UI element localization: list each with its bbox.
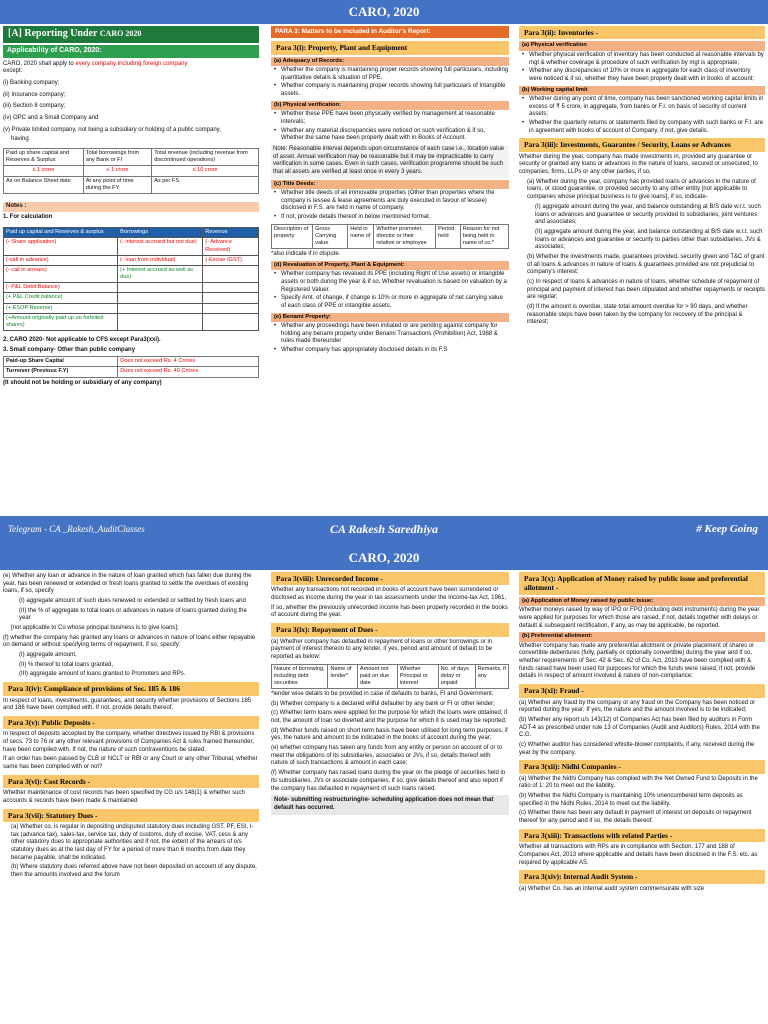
table-cell: Turnover (Previous F.Y) [4,367,118,377]
list-item: (I) aggregate amount, [19,652,77,659]
investments-intro: Whether during the year, company has made investments in, provided any guarantee or security or granted any loans or advances in the nature of loans, secured or unsecured, to companies, firms, LLPs or any other parties, if so, [519,153,758,176]
list-item: • Whether any proceedings have been initiated or are pending against company for holding any benami property under Benami Transactions (Prohibition) Act, 1988 & rules made thereunder [281,323,509,346]
table-cell: (- call in arrears) [4,265,118,282]
subheading-benami: (e) Benami Property: [271,313,509,322]
table-header: Description of property [272,224,313,248]
page-title: CARO, 2020 [0,546,768,570]
intro-d: except: [3,68,23,75]
list-item: (a) Whether Co. has an internal audit system commensurate with size [519,885,705,892]
paragraph: If so, whether the previously unrecorded income has been properly recorded in the books of account during the year. [271,604,508,619]
table-cell: (- P&L Debit Balance) [4,283,118,293]
list-item: (b) Whether any report u/s 143(12) of Companies Act has been filed by auditors in Form ADT-4 as prescribed under rule 13 of Companies (Audit and Auditors) Rules, 2014 with the C.G. [519,716,760,739]
table-header: Total revenue (including revenue from discontinued operations) [152,149,259,166]
table-cell: (- Share application) [4,238,118,255]
table-cell [118,283,203,293]
table-cell: (- interest accrued but not due) [118,238,203,255]
list-item: (b) Whether company is a declared wilful defaulter by any bank or FI or other lender; [271,700,495,707]
list-item: (II) % thereof to total loans granted, [19,661,114,668]
list-item: (a) Whether during the year, company has provided loans or advances in the nature of loans, or stood guarantee, or provided security to any other entity [not applicable to companies whose principal business is to give loans], if so, indicate- [527,178,756,201]
list-item: (a) Whether co. is regular in depositing undisputed statutory dues including GST, PF, ESI, I-tax (advance tax), sales-tax, service tax, duty of customs, duty of excise, VAT, cess & any other statutory dues to appropriate authorities and if not, the extent of the arrears of o/s statutory dues as at the last day of FY for a period of more than 6 months from date they became payable, shall be indicated. [11,823,254,861]
notes-heading: Notes : [3,202,259,212]
table-header: Period held [436,224,461,248]
table-cell: As per FS [152,176,259,193]
hashtag: # Keep Going [696,523,758,535]
intro-text [3,61,259,76]
section-heading-unrecorded-income: Para 3(viii): Unrecorded Income - [271,572,509,585]
note-reasonable-interval: Note: Reasonable interval depends upon circumstance of each case i.e., location value of asset. Annual verification may be reasonable but it may be impracticable to carry verification in some cases. Even in such cases, verification programme should be such that all assets are verified at least once in every 3 years. [271,145,509,178]
list-item: (a) Whether the Nidhi Company has complied with the Net Owned Fund to Deposits in the ratio of 1: 20 to meet out the liability. [519,775,758,790]
section-heading-reporting [3,26,259,43]
note-restructuring: Note- submitting restructuring/re- scheduling application does not mean that default has occurred. [271,795,509,814]
table-header: Held in name of [348,224,374,248]
paragraph: In respect of loans, investments, guarantees, and security whether provisions of Sections 185 and 186 have been complied with. If not, provide details thereof. [3,697,252,712]
list-item: (e) whether company has taken any funds from any entity or person on account of or to meet the obligations of its subsidiaries, associates or JVs, if so, details thereof with nature of such transactions & amount in each case; [271,745,503,767]
table-header: Paid up share capital and Reserves & Surplus [4,149,84,166]
table-header: No. of days delay or unpaid [438,664,475,688]
exception-item: (iv) OPC and a Small Company and [3,115,99,122]
applicability-heading: Applicability of CARO, 2020: [3,45,259,58]
note-2: 2. CARO 2020- Not applicable to CFS except Para3(xxi). [3,336,161,343]
title-deeds-table [271,224,509,249]
paragraph: Whether company has made any preferential allotment or private placement of shares or convertible debentures (fully, partially or optionally convertible) during the year and if so, whether requirements of Sec. 42 & Sec. 62 of Co. Act, 2013 have been complied with & funds raised have been used for purposes for which the funds were raised, if not, provide details in respect of amount involved & nature of non-compliance; [519,642,756,680]
section-heading-statutory-dues: Para 3(vii): Statutory Dues - [3,809,259,822]
subheading-preferential: (b) Preferential allotment: [519,632,765,641]
list-item: • Whether physical verification of inventory has been conducted at reasonable intervals by mgt & whether coverage & procedure of such verification by mgt is appropriate; [529,52,765,67]
table-header: Borrowings [118,228,203,238]
paragraph: If an order has been passed by CLB or NCLT or RBI or any Court or any other Tribunal, whether same has been complied with or not? [3,756,258,771]
table-cell: ≤ 1 crore [4,166,84,176]
exception-item: (i) Banking company; [3,80,60,87]
para-heading: PARA 3: Matters to be included in Auditor's Report: [271,26,509,38]
heading-main: [A] Reporting Under [8,28,98,39]
table-cell: (+Amount originally paid up on forfeited shares) [4,313,118,330]
small-company-table [3,356,259,377]
column-ppe [268,24,512,516]
list-item: (f) whether the company has granted any loans or advances in nature of loans either repayable on demand or without specifying terms of repayment, if so, specify: [3,634,256,649]
list-item: (b) Whether the investments made, guarantees provided, security given and T&C of grant of all loans & advances in nature of loans & guarantees provided are not prejudicial to company's interest; [527,253,765,276]
calculation-table [3,227,259,331]
list-item: • Whether the company is maintaining proper records showing full particulars, including quantitative details & situation of PPE. [281,67,509,82]
list-item: (d) Whether funds raised on short term basis have been utilised for long term purposes, if yes, the nature and amount to be indicated in the books of account during the year; [271,727,508,742]
exception-item: (iii) Section 8 company; [3,103,66,110]
section-heading-ppe: Para 3(i): Property, Plant and Equipment [271,41,509,54]
subheading-revaluation: (d) Revaluation of Property, Plant & Equipment: [271,261,509,270]
table-header: Reason for not being held in name of co.* [460,224,508,248]
table-cell: Paid-up Share Capital [4,357,118,367]
paragraph: Whether all transactions with RPs are in compliance with Section. 177 and 188 of Companies Act, 2013 where applicable and details have been disclosed in the F.S. etc. as required by applicable AS. [519,844,758,866]
table-cell: As on Balance Sheet date [4,176,84,193]
section-heading-deposits: Para 3(v): Public Deposits - [3,716,259,729]
intro-c: including foreign company [116,60,188,67]
list-item: (a) Whether company has defaulted in repayment of loans or other borrowings or in payment of interest thereon to any lender, if yes, period and amount of default to be reported as below: [271,638,493,660]
table-cell: Does not exceed Rs. 4 Crores [118,357,259,367]
list-item: (I) aggregate amount of such dues renewed or extended or settled by fresh loans and [19,598,246,605]
table-cell [203,293,259,303]
list-item: • Specify Amt. of change, if change is 10% or more in aggregate of net carrying value of each class of PPE or intangible assets. [281,295,509,310]
list-item: (I) aggregate amount during the year, and balance outstanding at B/S date w.r.t. such loans or advances and guarantee or security provided to subsidiaries, joint ventures and associates; [535,203,761,226]
table-header: Paid up capital and Reserves & surplus [4,228,118,238]
list-item: (c) Whether auditor has considered whistle-blower complaints, if any, received during the year by the company. [519,741,755,756]
note-1: 1. For calculation [3,213,53,220]
subheading-adequacy: (a) Adequacy of Records: [271,57,509,66]
list-item: (a) Whether any fraud by the company or any fraud on the Company has been noticed or reported during the year; If yes, the nature and the amount involved is to be indicated; [519,699,756,714]
section-heading-185-186: Para 3(iv): Compliance of provisions of Sec. 185 & 186 [3,682,259,695]
list-item: • Whether company has appropriately disclosed details in its F.S [281,347,509,355]
paragraph: In respect of deposits accepted by the company, whether directives issued by RBI & provisions of secs. 73 to 76 or any other relevant provisions of Companies Act & rules framed thereunder, have been complied with. If not, the nature of such contraventions be stated. [3,731,255,753]
page-footer [0,516,768,546]
table-header: Amount not paid on due date [357,664,397,688]
having-text: having [11,136,29,143]
exception-item: (ii) Insurance company; [3,91,66,98]
paragraph: Whether any transactions not recorded in books of account have been surrendered or disclosed as income during the year in tax assessments under the Income-tax Act, 1961, [271,587,507,602]
table-cell: At any point of time during the FY [83,176,152,193]
heading-small: CARO 2020 [99,29,142,38]
list-item: • Whether title deeds of all immovable properties (Other than properties where the company is lessee & lease agreements are duly executed in favour of lessee) disclosed in F.S. are held in name of company. [281,190,509,213]
column-applicability [0,24,262,516]
list-item: • Whether these PPE have been physically verified by management at reasonable intervals; [281,111,509,126]
subheading-working-capital: (b) Working capital limit [519,86,765,95]
section-heading-internal-audit: Para 3(xiv): Internal Audit System - [519,870,765,883]
section-heading-investments: Para 3(iii): Investments, Guarantee / Security, Loans or Advances [519,138,765,151]
list-item: [not applicable to Co whose principal business is to give loans]; [11,625,179,632]
column-money-fraud [516,570,768,1024]
list-item: (II) aggregate amount during the year, and balance outstanding at B/S date w.r.t. such loans or advances and guarantee or security to parties other than subsidiaries, JVs & associates; [535,228,763,251]
list-item: (c) In respect of loans & advances in nature of loans, whether schedule of repayment of principal and payment of interest has been stipulated and whether repayments or receipts are regular; [527,278,765,301]
table-header: Gross Carrying value [313,224,348,248]
section-heading-cost-records: Para 3(vi): Cost Records - [3,775,259,788]
table-cell: (+ Interest accrued as well as due) [118,265,203,282]
table-cell [203,265,259,282]
default-table [271,664,509,689]
author-name: CA Rakesh Saredhiya [329,522,439,536]
table-header: Total borrowings from any Bank or FI [83,149,152,166]
table-cell [203,283,259,293]
note-3: 3. Small company- Other than public company [3,346,136,353]
page-2 [0,546,768,1024]
list-item: (b) Whether the Nidhi Company is maintaining 10% unencumbered term deposits as specified in the Nidhi Rules, 2014 to meet out the liability. [519,793,743,807]
table-header: Whether promoter, director or their relative or employee [374,224,436,248]
column-loans-deposits [0,570,262,1024]
list-item: • Whether company has revalued its PPE (including Right of Use assets) or intangible assets or both during the year & if so, Whether revaluation is based on valuation by a Registered Valuer. [281,271,509,294]
table-header: Name of lender* [328,664,357,688]
table-cell [203,303,259,313]
subheading-title-deeds: (c) Title Deeds: [271,180,509,189]
page-title: CARO, 2020 [0,0,768,24]
intro-a: CARO, 2020 shall apply to [3,60,76,67]
list-item: • If not, provide details thereof in below mentioned format. [281,214,509,222]
table-footnote: *also indicate if in dispute. [271,251,341,258]
table-cell [118,293,203,303]
column-inventories [516,24,768,516]
telegram-link[interactable]: Telegram - CA _Rakesh_AuditClasses [8,524,145,534]
table-cell: (+ ESOP Reserve) [4,303,118,313]
table-cell: ≤ 1 crore [83,166,152,176]
list-item: (III) aggregate amount of loans granted to Promoters and RPs. [19,671,186,678]
table-cell: ≤ 10 crore [152,166,259,176]
table-header: Remarks, if any [475,664,508,688]
table-cell: Does not exceed Rs. 40 Crores [118,367,259,377]
table-header: Revenue [203,228,259,238]
list-item: • Whether any material discrepancies were noticed on such verification & if so, Whether the same have been properly dealt with in Books of Account. [281,128,509,143]
list-item: (II) the % of aggregate to total loans or advances in nature of loans granted during the year [19,607,247,622]
table-cell: (-call in advance) [4,255,118,265]
section-heading-application-money: Para 3(x): Application of Money raised by public issue and preferential allotment - [519,572,765,595]
list-item: (f) Whether company has raised loans during the year on the pledge of securities held in its subsidiaries, JVs or associate companies, if so, give details thereof and also report if the company has defaulted in repayment of such loans raised. [271,770,506,792]
list-item: (c) Whether term loans were applied for the purpose for which the loans were obtained; if not, the amount of loan so diverted and the purpose for which it is used may be reported; [271,710,508,725]
paragraph: Whether moneys raised by way of IPO or FPO (including debt instruments) during the year were applied for purposes for which those are raised, if not, details together with delays or default & subsequent rectification, if any, as may be applicable, be reported. [519,607,760,629]
section-heading-inventories: Para 3(ii): Inventories - [519,26,765,39]
list-item: • Whether during any point of time, company has been sanctioned working capital limits in excess of ₹ 5 crore, in aggregate, from banks or F.I. on basis of security of current assets; [529,96,765,119]
list-item: (b) Where statutory dues referred above have not been deposited on account of any dispute, then the amounts involved and the forum [11,864,257,879]
subheading-physical-verification: (a) Physical verification [519,41,765,50]
list-item: (c) Whether there has been any default in payment of interest on deposits or repayment thereof for any period and if so, the details thereof. [519,810,752,825]
list-item: • Whether the quarterly returns or statements filed by company with such banks or F.I. are in agreement with books of account of Company, if not, give details. [529,120,765,135]
subheading-physical: (b) Physical verification: [271,101,509,110]
list-item: • Whether any discrepancies of 10% or more in aggregate for each class of inventory were noticed & if so, whether they have been properly dealt with in books of account; [529,68,765,83]
threshold-table [3,148,259,194]
table-cell [118,313,203,330]
table-cell: (+ P&L Credit balance) [4,293,118,303]
section-heading-repayment: Para 3(ix): Repayment of Dues - [271,623,509,636]
list-item: (e) Whether any loan or advance in the nature of loan granted which has fallen due during the year, has been renewed or extended or fresh loans granted to settle the overdues of existing loans, if so, specify [3,573,252,595]
table-footnote: (It should not be holding or subsidiary of any company) [3,379,162,386]
section-heading-related-parties: Para 3(xiii): Transactions with related Parties - [519,829,765,842]
exception-item: (v) Private limited company, not being a subsidiary or holding of a public company, [3,126,221,133]
paragraph: Whether maintenance of cost records has been specified by CG u/s 148(1) & whether such accounts & records have been made & maintained [3,790,245,804]
list-item: • Whether company is maintaining proper records showing full particulars of Intangible assets. [281,83,509,98]
column-income-repayment [268,570,512,1024]
subheading-public-issue: (a) Application of Money raised by public issue: [519,597,765,606]
table-cell: (- Advance Received) [203,238,259,255]
table-cell: (-Excise /GST) [203,255,259,265]
table-header: Nature of borrowing, including debt securities [272,664,328,688]
section-heading-nidhi: Para 3(xii): Nidhi Companies - [519,760,765,773]
list-item: (d) If the amount is overdue, state total amount overdue for > 90 days, and whether reasonable steps have been taken by the company for recovery of the principal & interest; [527,303,748,326]
table-cell [118,303,203,313]
table-cell [203,313,259,330]
table-footnote: *lender wise details to be provided in case of defaults to banks, FI and Government. [271,691,494,698]
table-header: Whether Principal or interest [397,664,438,688]
table-cell: (- loan from individual) [118,255,203,265]
intro-b: every company [75,60,117,67]
section-heading-fraud: Para 3(xi): Fraud - [519,684,765,697]
